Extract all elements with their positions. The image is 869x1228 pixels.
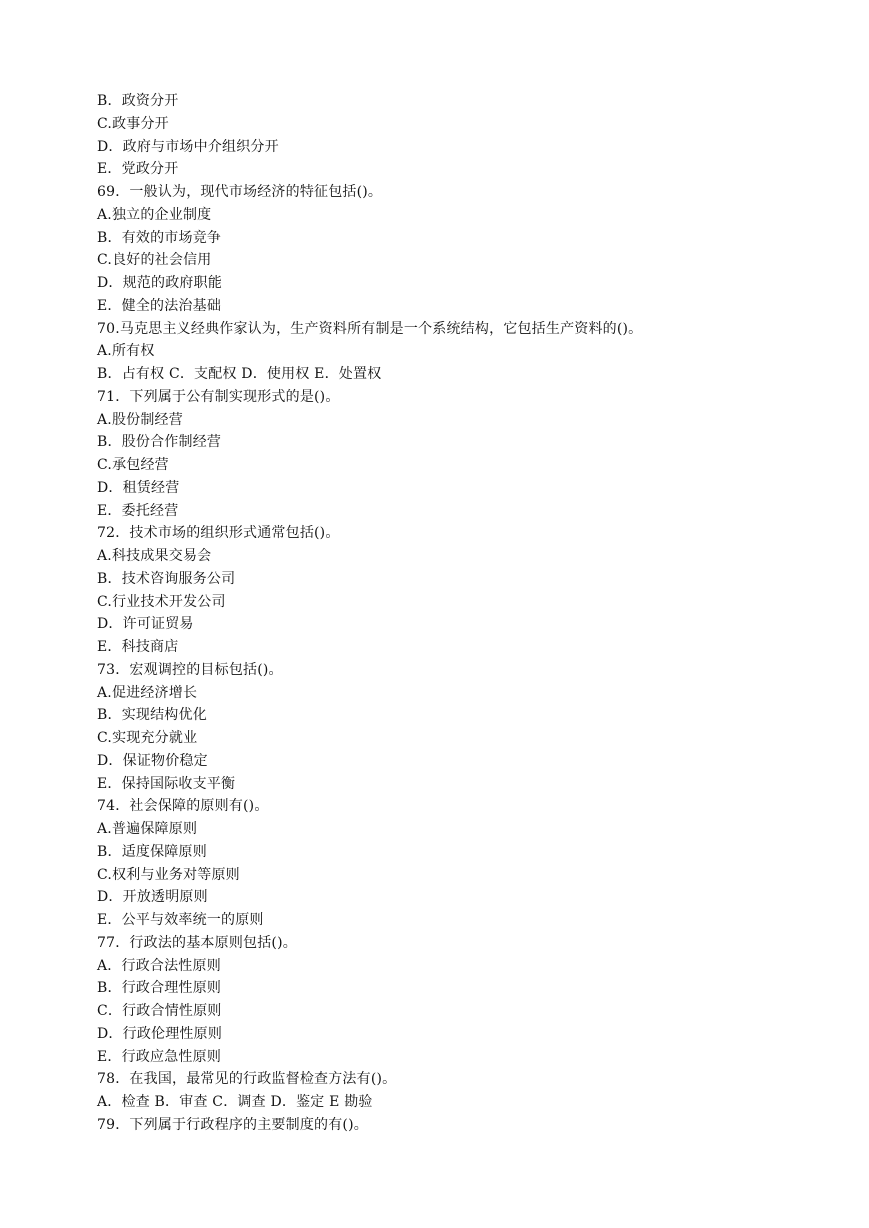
option-line: B．行政合理性原则 — [97, 980, 222, 997]
option-line: C.政事分开 — [97, 115, 169, 132]
option-line: E．科技商店 — [97, 639, 179, 655]
question-line: 79．下列属于行政程序的主要制度的有()。 — [97, 1116, 368, 1133]
option-line: B．技术咨询服务公司 — [97, 570, 236, 587]
option-line: B．政资分开 — [97, 93, 179, 109]
question-line: 70.马克思主义经典作家认为，生产资料所有制是一个系统结构，它包括生产资料的()。 — [97, 320, 643, 337]
option-line: D．行政伦理性原则 — [97, 1025, 223, 1042]
option-line: A．检查 B．审查 C．调查 D．鉴定 E 勘验 — [97, 1094, 373, 1110]
option-line: D．租赁经营 — [97, 479, 180, 496]
option-line: E．党政分开 — [97, 161, 179, 178]
option-line: C.良好的社会信用 — [97, 252, 212, 269]
question-line: 77．行政法的基本原则包括()。 — [97, 934, 297, 951]
option-line: C.行业技术开发公司 — [97, 593, 226, 610]
option-line: B．股份合作制经营 — [97, 434, 222, 451]
option-line: B．实现结构优化 — [97, 707, 207, 724]
option-line: D．保证物价稳定 — [97, 752, 208, 769]
option-line: A.股份制经营 — [97, 411, 183, 428]
option-line: A.促进经济增长 — [97, 684, 198, 701]
option-line: A.独立的企业制度 — [97, 206, 212, 223]
option-line: A.所有权 — [97, 343, 155, 360]
option-line: C．行政合情性原则 — [97, 1003, 222, 1019]
question-line: 69．一般认为，现代市场经济的特征包括()。 — [97, 184, 383, 200]
question-line: 78．在我国，最常见的行政监督检查方法有()。 — [97, 1071, 397, 1088]
option-line: E．行政应急性原则 — [97, 1048, 222, 1065]
option-line: C.权利与业务对等原则 — [97, 866, 240, 883]
question-line: 72．技术市场的组织形式通常包括()。 — [97, 525, 340, 542]
option-line: D．许可证贸易 — [97, 616, 194, 633]
option-line: D．政府与市场中介组织分开 — [97, 138, 279, 155]
option-line: B．占有权 C．支配权 D．使用权 E．处置权 — [97, 366, 382, 382]
option-line: B．有效的市场竞争 — [97, 229, 222, 246]
option-line: D．开放透明原则 — [97, 889, 208, 906]
option-line: E．保持国际收支平衡 — [97, 775, 236, 792]
document-body — [97, 90, 837, 1137]
option-line: C.实现充分就业 — [97, 730, 198, 746]
option-line: C.承包经营 — [97, 457, 169, 473]
question-line: 74．社会保障的原则有()。 — [97, 798, 269, 815]
option-line: A．行政合法性原则 — [97, 957, 221, 974]
question-line: 71．下列属于公有制实现形式的是()。 — [97, 388, 340, 405]
option-line: E．委托经营 — [97, 502, 179, 519]
option-line: D．规范的政府职能 — [97, 275, 223, 291]
option-line: A.科技成果交易会 — [97, 548, 212, 564]
option-line: B．适度保障原则 — [97, 843, 207, 860]
option-line: A.普遍保障原则 — [97, 821, 198, 837]
option-line: E．公平与效率统一的原则 — [97, 912, 264, 928]
option-line: E．健全的法治基础 — [97, 297, 222, 314]
question-line: 73．宏观调控的目标包括()。 — [97, 661, 283, 678]
